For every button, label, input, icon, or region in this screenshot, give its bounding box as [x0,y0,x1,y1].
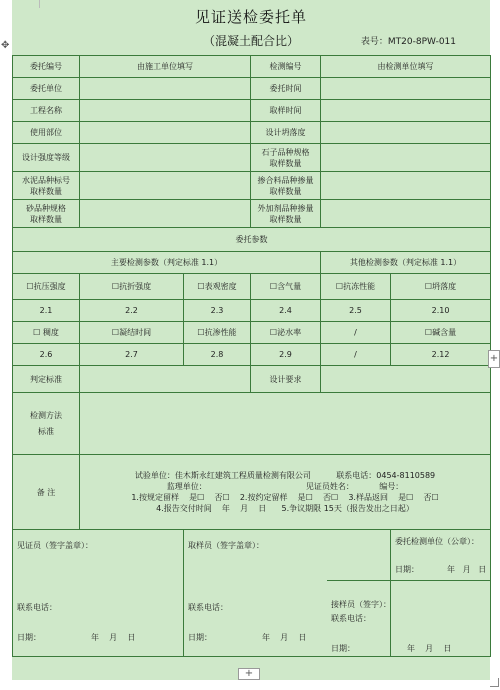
field-label: 工程名称 [13,100,80,122]
witness-phone-label: 联系电话： [17,603,57,612]
table-row [13,455,491,530]
witness-date-label: 日期： [17,633,41,642]
form-sheet [12,0,490,680]
method-standard-value[interactable] [80,393,491,455]
table-row [13,144,491,172]
table-row [13,100,491,122]
params-header: 委托参数 [13,228,491,252]
remarks-content [80,455,491,530]
main-params-header: 主要检测参数（判定标准 1.1） [13,252,321,274]
param-checkbox: / [321,322,391,344]
judge-standard-label: 判定标准 [13,366,80,393]
sampler-label: 取样员（签字盖章）： [188,541,264,550]
field-label: 设计坍落度 [251,122,321,144]
witness-date-ymd: 年 月 日 [91,633,136,642]
field-value[interactable] [321,172,491,200]
field-value[interactable] [80,200,251,228]
page-title: 见证送检委托单 [194,8,307,26]
table-row [13,274,491,300]
field-label: 石子品种规格 取样数量 [251,144,321,172]
param-checkbox[interactable]: ☐ 稠度 [13,322,80,344]
field-value[interactable] [321,78,491,100]
field-label: 砂品种规格 取样数量 [13,200,80,228]
param-code: 2.12 [391,344,491,366]
client-date: 日期： 年 月 日 [395,565,487,574]
method-standard-label: 检测方法 标准 [13,393,80,455]
field-value[interactable] [80,100,251,122]
table-row [13,344,491,366]
param-code: 2.9 [251,344,321,366]
field-label: 掺合料品种掺量 取样数量 [251,172,321,200]
remarks-line: 监理单位： 见证员姓名： 编号： [166,482,404,491]
table-row [13,200,491,228]
client-seal-label: 委托检测单位（公章）： [395,537,480,546]
table-row [13,300,491,322]
param-code: 2.4 [251,300,321,322]
receiver-date-ymd: 年 月 日 [407,644,452,653]
table-row [13,322,491,344]
param-checkbox[interactable]: ☐抗冻性能 [321,274,391,300]
param-checkbox[interactable]: ☐抗压强度 [13,274,80,300]
param-code: 2.1 [13,300,80,322]
param-code: 2.2 [80,300,184,322]
design-requirement-value[interactable] [321,366,491,393]
table-row [13,252,491,274]
field-value[interactable] [321,122,491,144]
remarks-line: 4.报告交付时间 年 月 日 5.争议期限 15天（报告发出之日起） [156,504,414,513]
param-checkbox[interactable]: ☐泌水率 [251,322,321,344]
param-checkbox[interactable]: ☐抗渗性能 [184,322,251,344]
field-label: 水泥品种标号 取样数量 [13,172,80,200]
param-code: 2.7 [80,344,184,366]
witness-label: 见证员（签字盖章）： [17,541,93,550]
add-row-icon[interactable]: + [238,668,260,680]
field-value[interactable] [321,200,491,228]
design-requirement-label: 设计要求 [251,366,321,393]
table-row [13,78,491,100]
field-value[interactable]: 由检测单位填写 [321,56,491,78]
field-label: 取样时间 [251,100,321,122]
param-checkbox[interactable]: ☐抗折强度 [80,274,184,300]
field-value[interactable] [80,144,251,172]
sampler-phone-label: 联系电话： [188,603,228,612]
witness-signature-cell[interactable] [13,530,184,657]
field-label: 委托编号 [13,56,80,78]
other-params-header: 其他检测参数（判定标准 1.1） [321,252,491,274]
param-code: 2.5 [321,300,391,322]
field-label: 检测编号 [251,56,321,78]
move-icon[interactable]: ✥ [1,40,10,51]
field-value[interactable]: 由施工单位填写 [80,56,251,78]
field-value[interactable] [80,78,251,100]
remarks-label: 备 注 [13,455,80,530]
table-row [13,122,491,144]
field-value[interactable] [80,172,251,200]
param-code: 2.8 [184,344,251,366]
field-value[interactable] [321,100,491,122]
param-checkbox[interactable]: ☐表观密度 [184,274,251,300]
receiver-cell[interactable] [327,580,490,681]
field-value[interactable] [321,144,491,172]
param-code: 2.10 [391,300,491,322]
add-column-icon[interactable]: + [488,350,500,368]
receiver-date-label: 日期： [331,644,355,653]
receiver-label: 接样员（签字）： [331,600,391,609]
param-code: / [321,344,391,366]
table-row [13,393,491,455]
page-subtitle: （混凝土配合比） [202,34,299,48]
field-label: 外加剂品种掺量 取样数量 [251,200,321,228]
field-label: 设计强度等级 [13,144,80,172]
sampler-date-label: 日期： [188,633,212,642]
commission-table [12,55,491,657]
receiver-phone-label: 联系电话： [331,614,371,623]
field-label: 委托时间 [251,78,321,100]
remarks-line: 试验单位：佳木斯永红建筑工程质量检测有限公司 联系电话：0454-8110589 [134,471,436,480]
field-value[interactable] [80,122,251,144]
param-checkbox[interactable]: ☐含气量 [251,274,321,300]
param-code: 2.3 [184,300,251,322]
param-checkbox[interactable]: ☐凝结时间 [80,322,184,344]
table-row [13,228,491,252]
field-label: 委托单位 [13,78,80,100]
table-row [13,56,491,78]
table-row [13,366,491,393]
field-label: 使用部位 [13,122,80,144]
param-checkbox[interactable]: ☐碱含量 [391,322,491,344]
remarks-line: 1.按规定留样 是☐ 否☐ 2.按约定留样 是☐ 否☐ 3.样品返回 是☐ 否☐ [131,493,439,502]
form-number: 表号：MT20-8PW-011 [360,37,456,47]
param-checkbox[interactable]: ☐坍落度 [391,274,491,300]
resize-handle-icon[interactable] [490,678,499,687]
table-row [13,172,491,200]
param-code: 2.6 [13,344,80,366]
judge-standard-value[interactable] [80,366,251,393]
sampler-date-ymd: 年 月 日 [262,633,307,642]
